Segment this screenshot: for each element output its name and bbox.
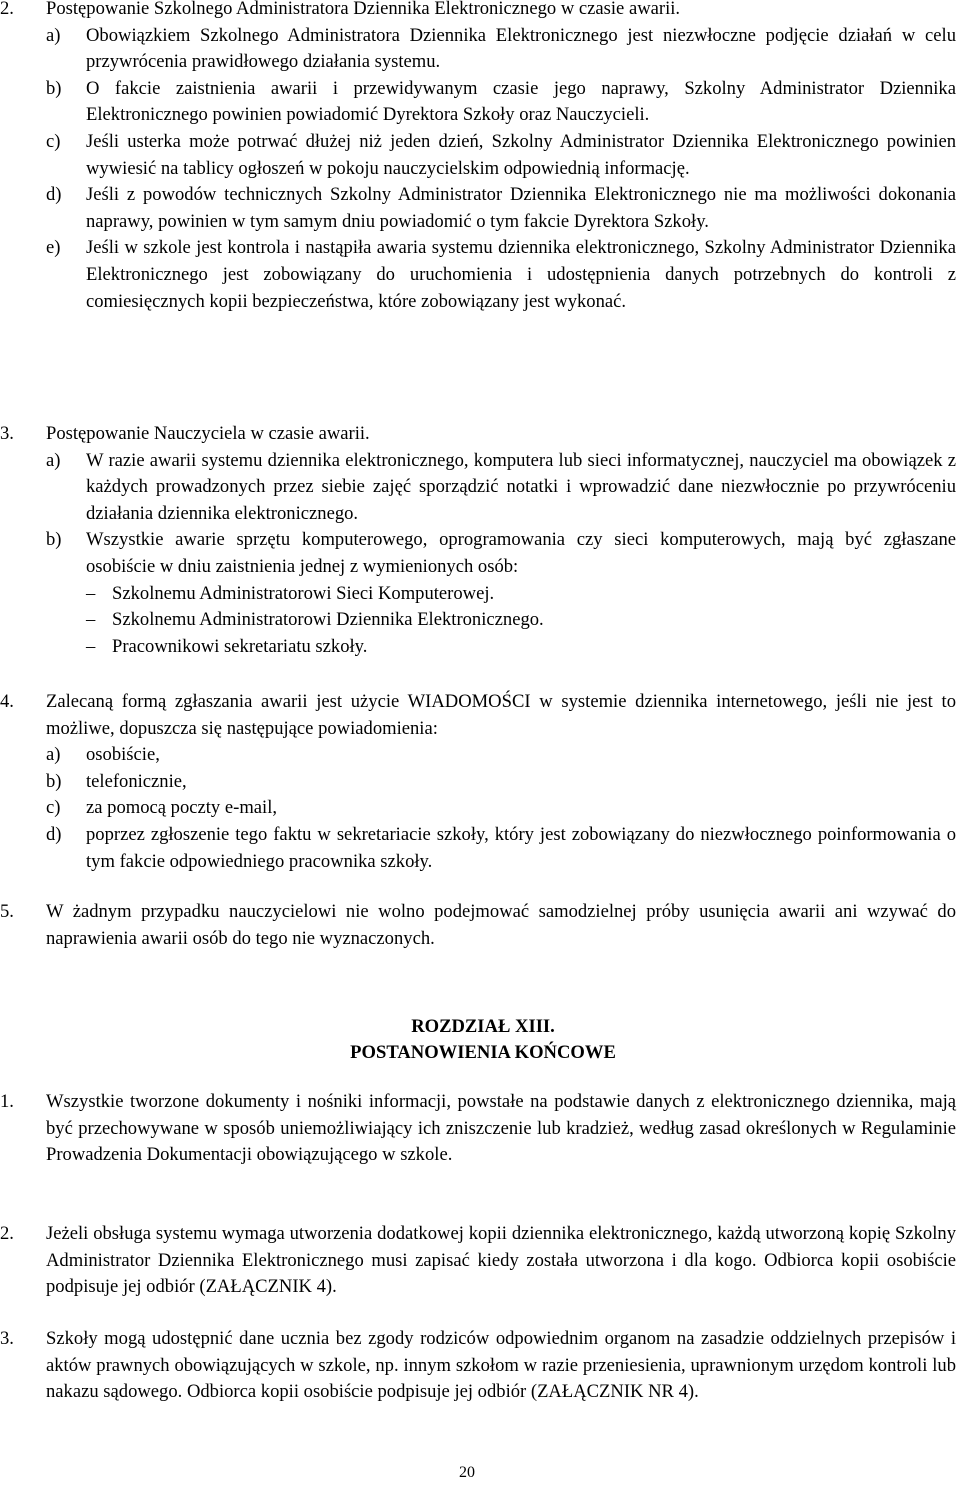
final-item-2 <box>0 1221 956 1301</box>
list-item: a) osobiście, <box>46 744 160 766</box>
section-title: Postępowanie Szkolnego Administratora Dziennika Elektronicznego w czasie awarii. <box>46 0 681 19</box>
list-item: e) Jeśli w szkole jest kontrola i nastąpiła awaria systemu dziennika elektronicznego, Szkolny Administrator Dziennika Elektronicznego jest zobowiązany do uruchomienia i udostępnienia danych potrzebnych do kontroli z comiesięcznych kopii bezpieczeństwa, które zobowiązany jest wykonać. <box>46 237 956 312</box>
chapter-heading-number: ROZDZIAŁ XIII. <box>411 1016 555 1037</box>
section-number: 3. <box>0 423 14 444</box>
list-item: b) Wszystkie awarie sprzętu komputerowego, oprogramowania czy sieci komputerowych, mają być zgłaszane osobiście w dniu zaistnienia jednej z wymienionych osób: <box>46 529 956 577</box>
dash-item: – Szkolnemu Administratorowi Dziennika Elektronicznego. <box>86 609 544 631</box>
section-2-title <box>0 0 956 23</box>
list-item: c) za pomocą poczty e-mail, <box>46 797 278 819</box>
section-5 <box>0 899 956 952</box>
list-item: b) telefonicznie, <box>46 770 187 792</box>
dash-item: – Szkolnemu Administratorowi Sieci Komputerowej. <box>86 582 495 604</box>
dash-item: – Pracownikowi sekretariatu szkoły. <box>86 635 368 657</box>
list-item: d) poprzez zgłoszenie tego faktu w sekretariacie szkoły, który jest zobowiązany do niezwłocznego poinformowania o tym fakcie odpowiedniego pracownika szkoły. <box>46 823 956 872</box>
list-item: c) Jeśli usterka może potrwać dłużej niż jeden dzień, Szkolny Administrator Dziennika Elektronicznego powinien wywiesić na tablicy ogłoszeń w pokoju nauczycielskim odpowiednią informację. <box>46 130 956 179</box>
section-4 <box>0 689 956 875</box>
list-item: b) O fakcie zaistnienia awarii i przewidywanym czasie jego naprawy, Szkolny Administrator Dziennika Elektronicznego powinien powiadomić Dyrektora Szkoły oraz Nauczycieli. <box>46 77 956 126</box>
numbered-paragraph: 3. Szkoły mogą udostępnić dane ucznia bez zgody rodziców odpowiednim organom na zasadzie oddzielnych przepisów i aktów prawnych obowiązujących w szkole, np. innym szkołom w razie przeniesienia, uprawnionym urzędom kontroli lub nakazu sądowego. Odbiorca kopii osobiście podpisuje jej odbiór (ZAŁĄCZNIK NR 4). <box>0 1328 956 1403</box>
page-number: 20 <box>459 1464 475 1481</box>
section-number: 4. <box>0 691 14 712</box>
section-3 <box>0 421 956 660</box>
section-2 <box>0 0 956 315</box>
section-5-paragraph: 5. W żadnym przypadku nauczycielowi nie wolno podejmować samodzielnej próby usunięcia awarii ani wzywać do naprawienia awarii osób do tego nie wyznaczonych. <box>0 901 956 949</box>
section-title: Postępowanie Nauczyciela w czasie awarii. <box>46 423 370 444</box>
list-item: a) Obowiązkiem Szkolnego Administratora Dziennika Elektronicznego jest niezwłoczne podjęcie działań w celu przywrócenia prawidłowego działania systemu. <box>46 24 956 73</box>
list-item: d) Jeśli z powodów technicznych Szkolny Administrator Dziennika Elektronicznego nie ma możliwości dokonania naprawy, powinien w tym samym dniu powiadomić o tym fakcie Dyrektora Szkoły. <box>46 184 956 232</box>
final-item-3 <box>0 1326 956 1406</box>
section-4-paragraph: 4. Zalecaną formą zgłaszania awarii jest użycie WIADOMOŚCI w systemie dziennika internetowego, jeśli nie jest to możliwe, dopuszcza się następujące powiadomienia: <box>0 691 956 739</box>
list-item: a) W razie awarii systemu dziennika elektronicznego, komputera lub sieci informatycznej, nauczyciel ma obowiązek z każdych prowadzonych przez siebie zajęć sporządzić notatki i wprowadzić dane niezwłocznie po przywróceniu działania dziennika elektronicznego. <box>46 449 956 524</box>
section-number: 5. <box>0 901 14 922</box>
final-item-1 <box>0 1089 956 1169</box>
numbered-paragraph: 1. Wszystkie tworzone dokumenty i nośniki informacji, powstałe na podstawie danych z elektronicznego dziennika, mają być przechowywane w sposób uniemożliwiający ich zniszczenie lub kradzież, według zasad określonych w Regulaminie Prowadzenia Dokumentacji obowiązującego w szkole. <box>0 1091 956 1166</box>
numbered-paragraph: 2. Jeżeli obsługa systemu wymaga utworzenia dodatkowej kopii dziennika elektronicznego, każdą utworzoną kopię Szkolny Administrator Dziennika Elektronicznego musi zapisać kiedy została utworzona i dla kogo. Odbiorca kopii osobiście podpisuje jej odbiór (ZAŁĄCZNIK 4). <box>0 1223 956 1298</box>
section-number: 2. <box>0 0 14 19</box>
section-3-title <box>0 421 956 448</box>
chapter-heading-title: POSTANOWIENIA KOŃCOWE <box>350 1042 616 1063</box>
